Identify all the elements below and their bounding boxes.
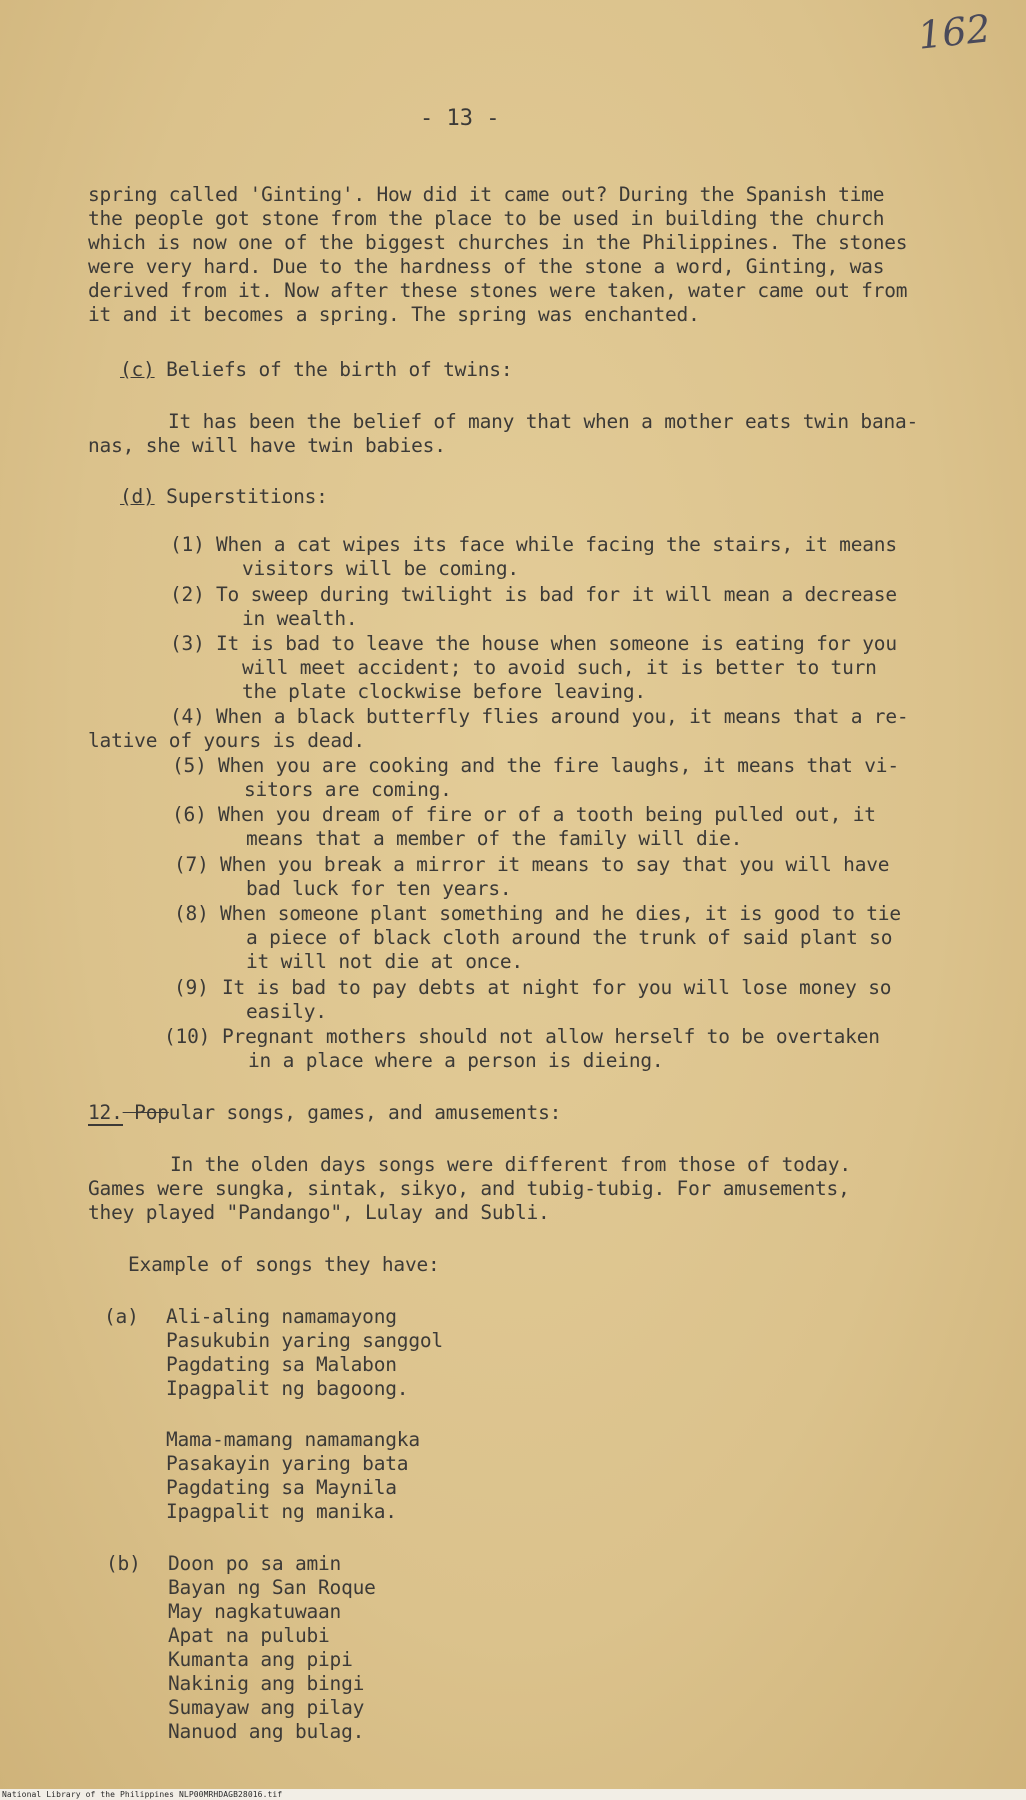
superstition-line: When you dream of fire or of a tooth being pulled out, it	[218, 803, 876, 826]
superstition-line: visitors will be coming.	[242, 557, 519, 580]
section-c-title: Beliefs of the birth of twins:	[154, 358, 513, 381]
superstition-number: (9)	[174, 976, 209, 999]
song-line: Doon po sa amin	[168, 1552, 342, 1575]
superstition-number: (5)	[172, 754, 207, 777]
song-line: Ali-aling namamayong	[166, 1305, 397, 1328]
superstition-number: (2)	[170, 583, 205, 606]
superstition-line: When a black butterfly flies around you, it means that a re-	[216, 705, 909, 728]
song-line: Sumayaw ang pilay	[168, 1696, 365, 1719]
song-line: Pagdating sa Maynila	[166, 1476, 397, 1499]
song-line: Kumanta ang pipi	[168, 1648, 353, 1671]
superstition-line: means that a member of the family will die.	[246, 827, 743, 850]
superstition-line: To sweep during twilight is bad for it will mean a decrease	[216, 583, 897, 606]
superstition-line: When someone plant something and he dies, it is good to tie	[220, 902, 901, 925]
archive-footer: National Library of the Philippines NLP00MRHDAGB28016.tif	[2, 1790, 283, 1799]
section-d-heading	[120, 485, 328, 509]
superstition-number: (7)	[174, 853, 209, 876]
song-line: Pasakayin yaring bata	[166, 1452, 409, 1475]
superstition-line: It is bad to leave the house when someone is eating for you	[216, 632, 897, 655]
superstition-number: (10)	[164, 1025, 211, 1048]
superstition-number: (4)	[170, 705, 205, 728]
section-d-title: Superstitions:	[154, 485, 328, 508]
section-c-marker: (c)	[120, 358, 155, 381]
section-12-struck-text: Pop	[122, 1101, 169, 1124]
superstition-line: When a cat wipes its face while facing the stairs, it means	[216, 533, 897, 556]
song-line: Nanuod ang bulag.	[168, 1720, 365, 1743]
song-line: Nakinig ang bingi	[168, 1672, 365, 1695]
section-d-marker: (d)	[120, 485, 155, 508]
superstition-line: in a place where a person is dieing.	[248, 1049, 664, 1072]
paragraph-line: it and it becomes a spring. The spring was enchanted.	[88, 303, 700, 326]
example-heading: Example of songs they have:	[128, 1253, 440, 1276]
paragraph-line: which is now one of the biggest churches in the Philippines. The stones	[88, 231, 908, 254]
superstition-line: a piece of black cloth around the trunk of said plant so	[246, 926, 893, 949]
superstition-line: will meet accident; to avoid such, it is better to turn	[242, 656, 877, 679]
section-12-number: 12.	[88, 1101, 123, 1124]
section-12-title: ular songs, games, and amusements:	[168, 1101, 562, 1124]
superstition-line: in wealth.	[242, 607, 358, 630]
song-line: Ipagpalit ng bagoong.	[166, 1377, 409, 1400]
superstition-line: the plate clockwise before leaving.	[242, 680, 646, 703]
superstition-line: it will not die at once.	[246, 950, 523, 973]
superstition-number: (1)	[170, 533, 205, 556]
paragraph-line: In the olden days songs were different from those of today.	[170, 1153, 851, 1176]
superstition-line: Pregnant mothers should not allow herself to be overtaken	[222, 1025, 880, 1048]
section-c-heading	[120, 358, 512, 382]
song-label: (b)	[106, 1552, 141, 1575]
paragraph-line: It has been the belief of many that when a mother eats twin bana-	[168, 410, 919, 433]
handwritten-page-number: 162	[915, 6, 993, 58]
section-12-heading	[88, 1101, 561, 1125]
song-label: (a)	[104, 1305, 139, 1328]
song-line: Pagdating sa Malabon	[166, 1353, 397, 1376]
superstition-line: bad luck for ten years.	[246, 877, 512, 900]
superstition-line: When you break a mirror it means to say that you will have	[220, 853, 890, 876]
song-line: Apat na pulubi	[168, 1624, 330, 1647]
superstition-line: It is bad to pay debts at night for you will lose money so	[222, 976, 892, 999]
paragraph-line: were very hard. Due to the hardness of the stone a word, Ginting, was	[88, 255, 885, 278]
song-line: Pasukubin yaring sanggol	[166, 1329, 443, 1352]
page-number: - 13 -	[420, 106, 500, 131]
song-line: Bayan ng San Roque	[168, 1576, 376, 1599]
superstition-number: (3)	[170, 632, 205, 655]
song-line: May nagkatuwaan	[168, 1600, 342, 1623]
paragraph-line: they played "Pandango", Lulay and Subli.	[88, 1201, 550, 1224]
paragraph-line: Games were sungka, sintak, sikyo, and tubig-tubig. For amusements,	[88, 1177, 850, 1200]
superstition-number: (6)	[172, 803, 207, 826]
song-line: Ipagpalit ng manika.	[166, 1500, 397, 1523]
superstition-line: When you are cooking and the fire laughs, it means that vi-	[218, 754, 899, 777]
superstition-line: sitors are coming.	[244, 778, 452, 801]
paragraph-line: the people got stone from the place to be used in building the church	[88, 207, 885, 230]
paragraph-line: spring called 'Ginting'. How did it came out? During the Spanish time	[88, 183, 885, 206]
paragraph-line: derived from it. Now after these stones were taken, water came out from	[88, 279, 908, 302]
paragraph-line: nas, she will have twin babies.	[88, 434, 446, 457]
superstition-line: easily.	[246, 1000, 327, 1023]
superstition-line: lative of yours is dead.	[88, 729, 365, 752]
superstition-number: (8)	[174, 902, 209, 925]
song-line: Mama-mamang namamangka	[166, 1428, 420, 1451]
